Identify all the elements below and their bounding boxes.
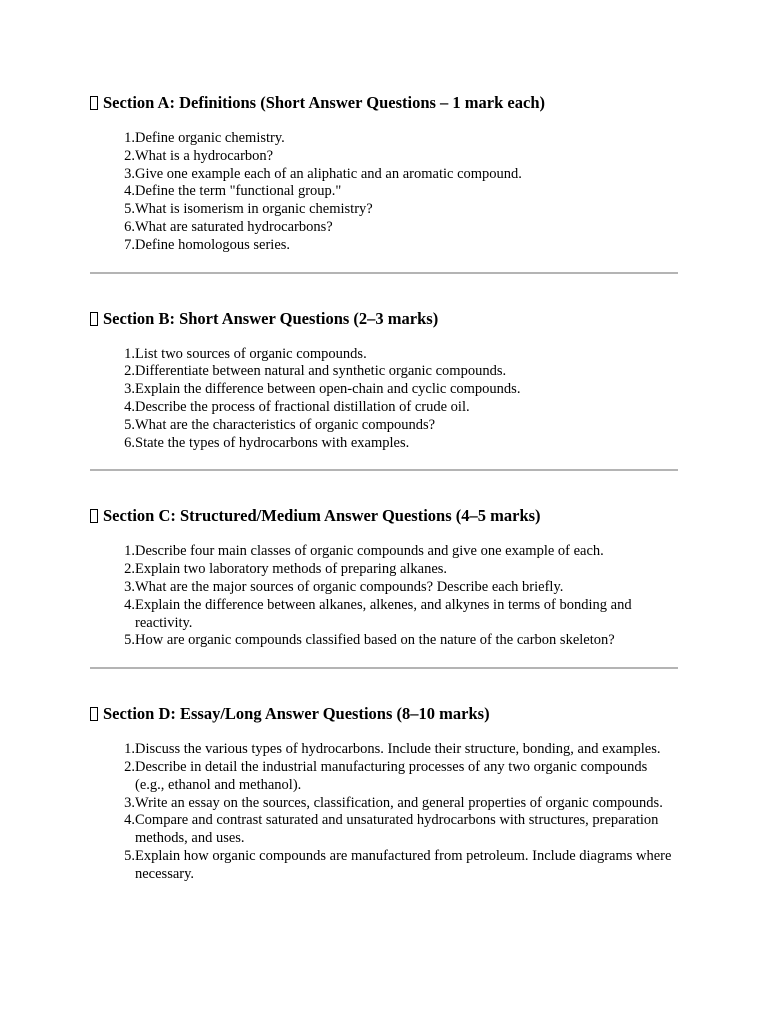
question-text: How are organic compounds classified based on the nature of the carbon skeleton? xyxy=(135,632,615,649)
question-number-label: 3. xyxy=(124,381,135,398)
missing-glyph-box-icon xyxy=(90,707,98,721)
question-number-label: 2. xyxy=(124,561,135,578)
section-heading xyxy=(90,505,678,527)
question-number-label: 4. xyxy=(124,812,135,829)
question-number xyxy=(90,201,135,219)
question-number-label: 7. xyxy=(124,236,135,253)
question-item xyxy=(90,148,678,166)
question-item xyxy=(90,561,678,579)
question-number-label: 4. xyxy=(124,398,135,415)
question-item xyxy=(90,597,678,633)
question-number xyxy=(90,795,135,813)
question-item xyxy=(90,130,678,148)
missing-glyph-box-icon xyxy=(90,509,98,523)
question-item xyxy=(90,812,678,848)
section-d xyxy=(90,703,678,883)
question-number xyxy=(90,543,135,561)
question-text: Describe in detail the industrial manufacturing processes of any two organic compounds (e.g., ethanol and methanol). xyxy=(135,758,648,793)
question-item xyxy=(90,237,678,255)
question-item xyxy=(90,399,678,417)
question-number-label: 5. xyxy=(124,416,135,433)
question-number-label: 3. xyxy=(124,165,135,182)
question-item xyxy=(90,346,678,364)
section-heading-text: Section A: Definitions (Short Answer Questions – 1 mark each) xyxy=(103,93,545,112)
question-item xyxy=(90,579,678,597)
question-item xyxy=(90,183,678,201)
question-number-label: 6. xyxy=(124,218,135,235)
question-number-label: 5. xyxy=(124,632,135,649)
question-number xyxy=(90,435,135,453)
question-item xyxy=(90,381,678,399)
question-text: Discuss the various types of hydrocarbons. Include their structure, bonding, and examples. xyxy=(135,741,661,758)
question-number xyxy=(90,812,135,830)
section-divider xyxy=(90,667,678,669)
question-text: What are the characteristics of organic compounds? xyxy=(135,416,436,433)
question-number-label: 2. xyxy=(124,363,135,380)
question-text: Explain the difference between alkanes, alkenes, and alkynes in terms of bonding and reactivity. xyxy=(135,596,632,631)
question-number-label: 4. xyxy=(124,596,135,613)
question-number xyxy=(90,632,135,650)
question-list xyxy=(90,543,678,650)
question-number-label: 3. xyxy=(124,578,135,595)
question-text: Define homologous series. xyxy=(135,236,291,253)
question-number-label: 1. xyxy=(124,130,135,146)
question-text: Describe four main classes of organic compounds and give one example of each. xyxy=(135,543,604,560)
question-item xyxy=(90,363,678,381)
question-number xyxy=(90,219,135,237)
question-number-label: 4. xyxy=(124,183,135,200)
question-number-label: 5. xyxy=(124,201,135,218)
section-heading-text: Section D: Essay/Long Answer Questions (8–10 marks) xyxy=(103,704,490,724)
sections-container xyxy=(90,92,678,884)
question-item xyxy=(90,632,678,650)
missing-glyph-box-icon xyxy=(90,96,98,110)
question-text: Explain two laboratory methods of preparing alkanes. xyxy=(135,561,448,578)
question-number xyxy=(90,166,135,184)
question-number xyxy=(90,363,135,381)
section-b xyxy=(90,308,678,453)
question-list xyxy=(90,741,678,883)
question-item xyxy=(90,543,678,561)
question-text: What are saturated hydrocarbons? xyxy=(135,218,333,235)
question-item xyxy=(90,166,678,184)
question-list xyxy=(90,346,678,453)
question-list xyxy=(90,130,678,255)
question-number-label: 6. xyxy=(124,434,135,451)
question-number xyxy=(90,148,135,166)
question-text: Write an essay on the sources, classification, and general properties of organic compounds. xyxy=(135,794,663,811)
question-text: State the types of hydrocarbons with examples. xyxy=(135,434,410,451)
question-number xyxy=(90,848,135,866)
question-number xyxy=(90,417,135,435)
section-heading xyxy=(90,92,678,114)
question-number-label: 1. xyxy=(124,345,135,362)
question-text: Explain how organic compounds are manufactured from petroleum. Include diagrams where necessary. xyxy=(135,847,672,882)
question-item xyxy=(90,219,678,237)
question-number xyxy=(90,561,135,579)
question-item xyxy=(90,741,678,759)
section-heading-text: Section C: Structured/Medium Answer Questions (4–5 marks) xyxy=(103,506,541,526)
section-heading xyxy=(90,703,678,725)
question-text: Differentiate between natural and synthetic organic compounds. xyxy=(135,363,507,380)
question-number xyxy=(90,130,135,148)
question-number xyxy=(90,399,135,417)
question-number xyxy=(90,579,135,597)
question-text: Define the term "functional group." xyxy=(135,183,342,200)
question-text: What is isomerism in organic chemistry? xyxy=(135,201,373,218)
section-c xyxy=(90,505,678,650)
question-text: List two sources of organic compounds. xyxy=(135,345,367,362)
question-number-label: 2. xyxy=(124,147,135,164)
question-number xyxy=(90,237,135,255)
question-text: What is a hydrocarbon? xyxy=(135,147,274,164)
question-text: Describe the process of fractional distillation of crude oil. xyxy=(135,398,470,415)
question-number-label: 2. xyxy=(124,758,135,775)
question-item xyxy=(90,435,678,453)
question-number xyxy=(90,381,135,399)
question-number xyxy=(90,741,135,759)
question-text: Explain the difference between open-chain and cyclic compounds. xyxy=(135,381,521,398)
section-divider xyxy=(90,272,678,274)
question-number xyxy=(90,759,135,777)
question-text: Compare and contrast saturated and unsaturated hydrocarbons with structures, preparation methods, and uses. xyxy=(135,812,659,847)
question-number-label: 1. xyxy=(124,543,135,560)
question-item xyxy=(90,848,678,884)
missing-glyph-box-icon xyxy=(90,312,98,326)
question-text: What are the major sources of organic compounds? Describe each briefly. xyxy=(135,578,564,595)
question-item xyxy=(90,759,678,795)
question-number-label: 1. xyxy=(124,741,135,758)
section-heading-text: Section B: Short Answer Questions (2–3 marks) xyxy=(103,308,439,328)
question-item xyxy=(90,417,678,435)
question-number-label: 3. xyxy=(124,794,135,811)
question-number xyxy=(90,597,135,615)
section-heading xyxy=(90,308,678,330)
question-item xyxy=(90,795,678,813)
section-a xyxy=(90,92,678,255)
question-item xyxy=(90,201,678,219)
question-text: Define organic chemistry. xyxy=(135,130,285,146)
section-divider xyxy=(90,469,678,471)
question-number xyxy=(90,346,135,364)
question-text: Give one example each of an aliphatic and an aromatic compound. xyxy=(135,165,522,182)
question-number-label: 5. xyxy=(124,847,135,864)
question-number xyxy=(90,183,135,201)
